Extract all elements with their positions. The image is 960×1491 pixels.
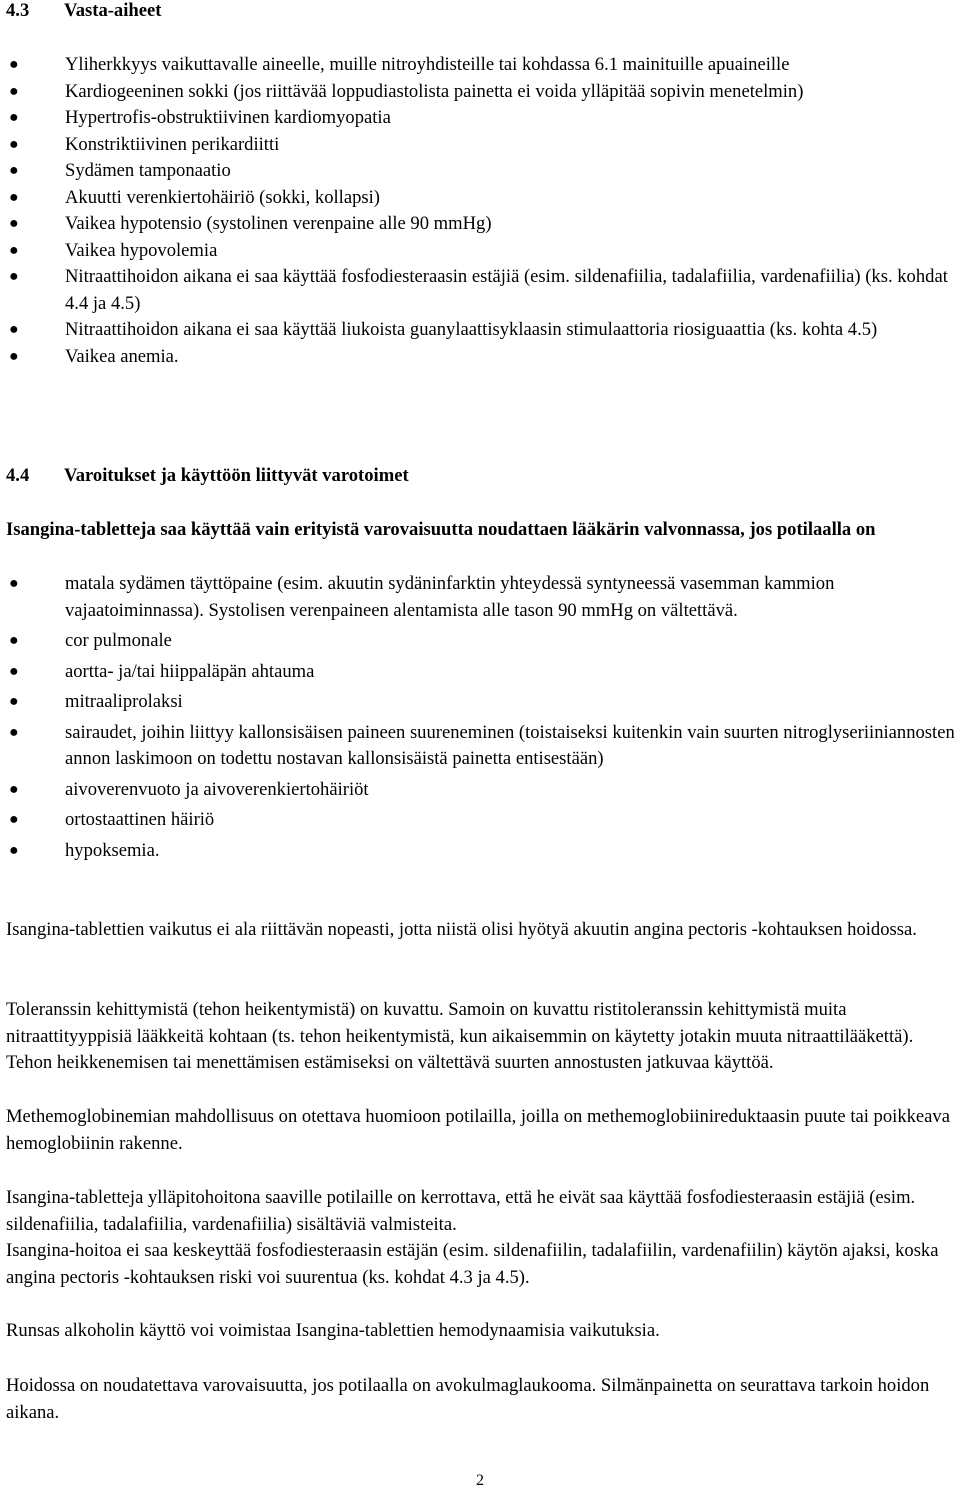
paragraph: Isangina-tabletteja ylläpitohoitona saaville potilaille on kerrottava, että he eivät saa käyttää fosfodiesteraasin estäjiä (esim. sildenafiilia, tadalafiilia, vardenafiilia) sisältäviä valmisteita. <box>6 1187 916 1235</box>
list-item: ● Akuutti verenkiertohäiriö (sokki, kollapsi) <box>0 185 960 212</box>
bullet-icon: ● <box>9 215 19 232</box>
list-item: ● hypoksemia. <box>0 838 960 865</box>
list-item: ● aivoverenvuoto ja aivoverenkiertohäiriöt <box>0 777 960 804</box>
list-item: ● Yliherkkyys vaikuttavalle aineelle, muille nitroyhdisteille tai kohdassa 6.1 mainituille apuaineille <box>0 52 960 79</box>
paragraph: Hoidossa on noudatettava varovaisuutta, jos potilaalla on avokulmaglaukooma. Silmänpainetta on seurattava tarkoin hoidon aikana. <box>6 1375 930 1423</box>
bullet-icon: ● <box>9 575 19 592</box>
section-title: Vasta-aiheet <box>64 0 162 21</box>
list-item: ● sairaudet, joihin liittyy kallonsisäisen paineen suureneminen (toistaiseksi kuitenkin vain suurten nitroglyseriiniannosten annon laskimoon on todettu nostavan kallonsisäistä painetta entisestään) <box>9 721 955 769</box>
bullet-icon: ● <box>9 241 19 259</box>
list-item: ● Vaikea hypotensio (systolinen verenpaine alle 90 mmHg) <box>0 211 960 238</box>
bullet-icon: ● <box>9 188 19 206</box>
list-item: ● Sydämen tamponaatio <box>0 158 960 185</box>
bullet-icon: ● <box>9 780 19 798</box>
warnings-list <box>0 571 960 864</box>
bullet-icon: ● <box>9 162 19 179</box>
paragraph: Runsas alkoholin käyttö voi voimistaa Isangina-tablettien hemodynaamisia vaikutuksia. <box>6 1320 660 1341</box>
bullet-icon: ● <box>9 135 19 153</box>
paragraph: Isangina-tablettien vaikutus ei ala riittävän nopeasti, jotta niistä olisi hyötyä akuutin angina pectoris -kohtauksen hoidossa. <box>6 919 917 940</box>
section-number: 4.4 <box>6 465 30 486</box>
page-number: 2 <box>476 1472 484 1489</box>
bullet-icon: ● <box>9 268 19 285</box>
bullet-icon: ● <box>9 632 19 649</box>
section-number: 4.3 <box>6 0 30 21</box>
bullet-icon: ● <box>9 841 19 859</box>
paragraph: Methemoglobinemian mahdollisuus on otettava huomioon potilailla, joilla on methemoglobiinireduktaasin puute tai poikkeava hemoglobiinin rakenne. <box>6 1106 950 1154</box>
bullet-icon: ● <box>9 723 19 741</box>
section-title: Varoitukset ja käyttöön liittyvät varotoimet <box>64 465 409 486</box>
bullet-icon: ● <box>9 82 19 100</box>
list-item: ● Konstriktiivinen perikardiitti <box>0 132 960 159</box>
section-4-3-heading <box>6 0 161 25</box>
section-4-4-heading <box>6 463 409 490</box>
list-item: ● matala sydämen täyttöpaine (esim. akuutin sydäninfarktin yhteydessä syntyneessä vasemman kammion vajaatoiminnassa). Systolisen verenpaineen alentamista alle tason 90 mmHg on vältettävä. <box>9 573 835 621</box>
list-item: ● Vaikea hypovolemia <box>0 238 960 265</box>
list-item: ● aortta- ja/tai hiippaläpän ahtauma <box>0 659 960 686</box>
list-item: ● Hypertrofis-obstruktiivinen kardiomyopatia <box>0 105 960 132</box>
bullet-icon: ● <box>9 811 19 828</box>
list-item: ● cor pulmonale <box>0 628 960 655</box>
bullet-icon: ● <box>9 56 19 73</box>
bullet-icon: ● <box>9 662 19 680</box>
bullet-icon: ● <box>9 693 19 710</box>
list-item: ● Vaikea anemia. <box>0 344 960 371</box>
contraindications-list <box>0 52 960 370</box>
paragraph: Isangina-hoitoa ei saa keskeyttää fosfodiesteraasin estäjän (esim. sildenafiilin, tadalafiilin, vardenafiilin) käytön ajaksi, koska angina pectoris -kohtauksen riski voi suurentua (ks. kohdat 4.3 ja 4.5). <box>6 1240 939 1288</box>
warnings-intro: Isangina-tabletteja saa käyttää vain erityistä varovaisuutta noudattaen lääkärin valvonnassa, jos potilaalla on <box>6 519 876 540</box>
paragraph: Toleranssin kehittymistä (tehon heikentymistä) on kuvattu. Samoin on kuvattu ristitoleranssin kehittymistä muita nitraattityyppisiä lääkkeitä kohtaan (ts. tehon heikentymistä, kun aikaisemmin on käytetty jotakin muuta nitraattilääkettä). Tehon heikkenemisen tai menettämisen estämiseksi on vältettävä suurten annostusten jatkuvaa käyttöä. <box>6 999 914 1073</box>
list-item: ● Kardiogeeninen sokki (jos riittävää loppudiastolista painetta ei voida ylläpitää sopivin menetelmin) <box>0 79 960 106</box>
list-item: ● Nitraattihoidon aikana ei saa käyttää liukoista guanylaattisyklaasin stimulaattoria riosiguaattia (ks. kohta 4.5) <box>0 317 960 344</box>
list-item: ● mitraaliprolaksi <box>0 689 960 716</box>
bullet-icon: ● <box>9 347 19 365</box>
bullet-icon: ● <box>9 321 19 338</box>
bullet-icon: ● <box>9 109 19 126</box>
list-item: ● ortostaattinen häiriö <box>0 807 960 834</box>
list-item: ● Nitraattihoidon aikana ei saa käyttää fosfodiesteraasin estäjiä (esim. sildenafiilia, tadalafiilia, vardenafiilia) (ks. kohdat 4.4 ja 4.5) <box>9 266 948 314</box>
